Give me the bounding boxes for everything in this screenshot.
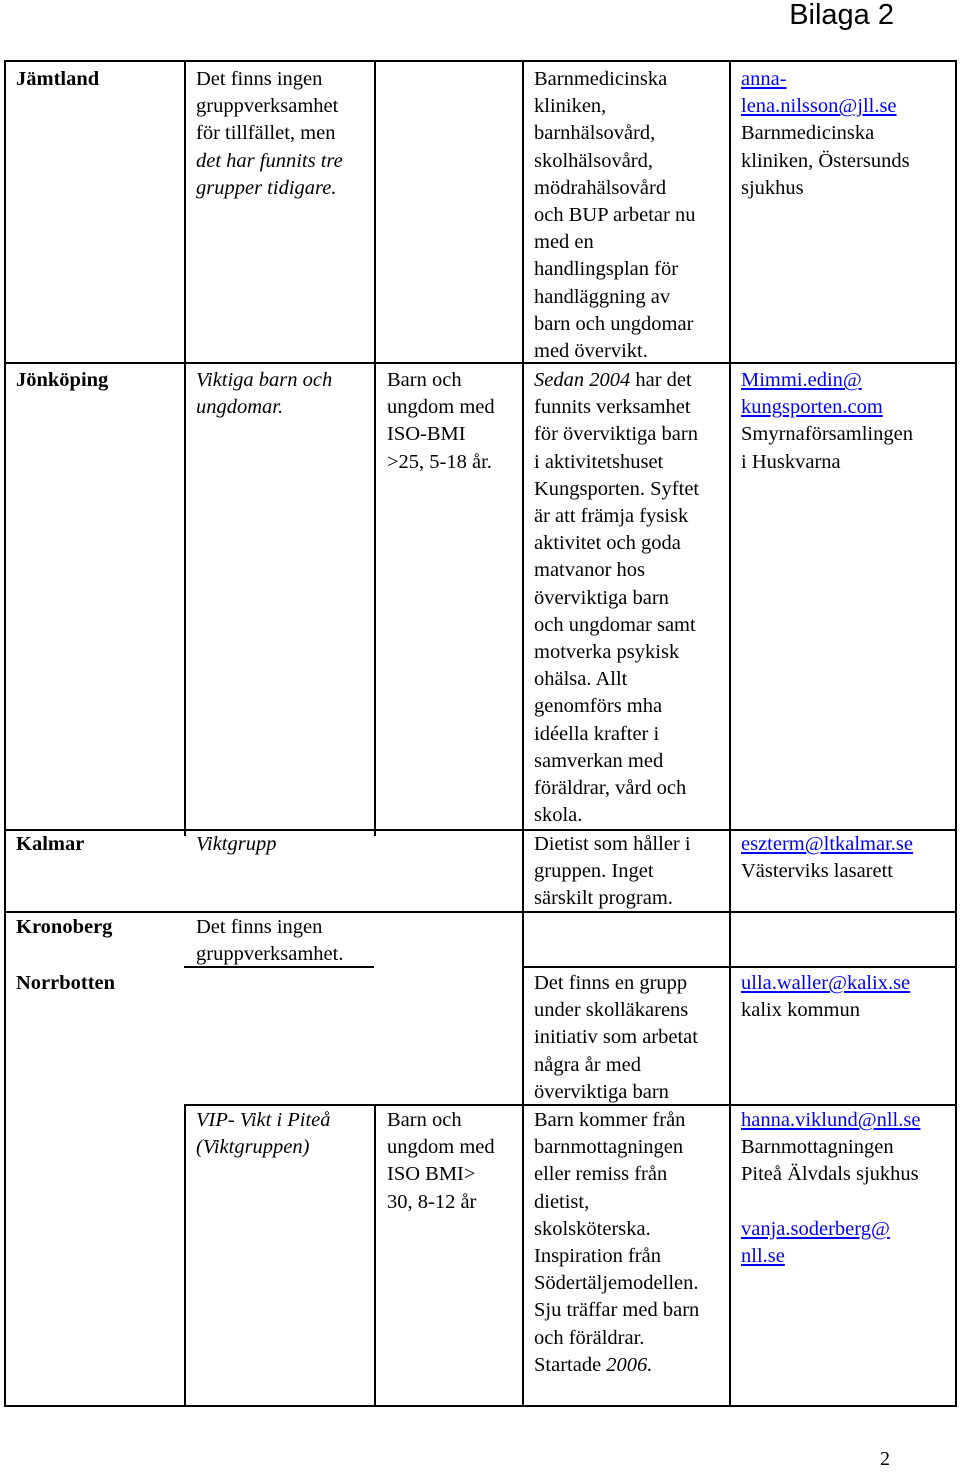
description-line: med övervikt. (534, 340, 648, 363)
email-link[interactable]: vanja.soderberg@ (741, 1217, 890, 1240)
page-header-title: Bilaga 2 (789, 0, 894, 31)
email-link[interactable]: lena.nilsson@jll.se (741, 95, 897, 118)
activity-line: gruppverksamhet. (196, 943, 344, 966)
column-divider (184, 1104, 186, 1407)
county-name: Kronoberg (16, 916, 113, 938)
description-line: och BUP arbetar nu (534, 204, 696, 227)
activity-line: Viktgrupp (196, 833, 277, 855)
description-cell (534, 1107, 699, 1379)
description-line: ohälsa. Allt (534, 668, 628, 691)
column-divider (729, 60, 731, 1407)
activity-line: det har funnits tre (196, 149, 343, 172)
description-line: handlingsplan för (534, 258, 679, 281)
description-line: barnmottagningen (534, 1136, 684, 1159)
description-line: genomförs mha (534, 695, 663, 718)
page-number: 2 (880, 1448, 890, 1470)
contact-line: kalix kommun (741, 999, 861, 1022)
activity-cell (196, 914, 343, 968)
description-line: gruppen. Inget (534, 860, 654, 883)
contact-line: Smyrnaförsamlingen (741, 423, 913, 446)
contact-line: Barnmottagningen (741, 1136, 894, 1159)
description-line: aktivitet och goda (534, 532, 681, 555)
column-divider (374, 60, 376, 836)
description-line: för överviktiga barn (534, 423, 698, 446)
description-line: föräldrar, vård och (534, 777, 687, 800)
description-line: överviktiga barn (534, 586, 669, 609)
description-line: och ungdomar samt (534, 613, 696, 636)
description-line: samverkan med (534, 749, 664, 772)
activity-line: grupper tidigare. (196, 176, 337, 199)
county-name: Jämtland (16, 68, 100, 90)
contact-line: sjukhus (741, 176, 804, 199)
target-line: ungdom med (387, 396, 495, 419)
activity-line: Det finns ingen (196, 68, 323, 90)
description-line: idéella krafter i (534, 722, 660, 745)
activity-line: (Viktgruppen) (196, 1136, 310, 1159)
target-cell (387, 1107, 495, 1216)
target-line: ISO-BMI (387, 423, 466, 446)
contact-line: i Huskvarna (741, 450, 841, 473)
description-cell (534, 367, 699, 829)
target-line: Barn och (387, 1109, 462, 1131)
description-line (534, 1352, 699, 1379)
column-divider (374, 1104, 376, 1407)
description-line: särskilt program. (534, 887, 673, 910)
description-line: Sju träffar med barn (534, 1299, 700, 1322)
contact-line: Barnmedicinska (741, 122, 875, 145)
target-line: ungdom med (387, 1136, 495, 1159)
description-line: skola. (534, 804, 583, 827)
description-line: funnits verksamhet (534, 396, 691, 419)
activity-cell (196, 66, 343, 202)
contact-line: kliniken, Östersunds (741, 149, 910, 172)
description-line: dietist, (534, 1190, 590, 1213)
description-line: mödrahälsovård (534, 176, 667, 199)
activity-line: ungdomar. (196, 396, 284, 419)
email-link[interactable]: nll.se (741, 1245, 785, 1267)
description-line: är att främja fysisk (534, 505, 689, 528)
county-name: Norrbotten (16, 972, 116, 994)
description-rest: har det (630, 369, 692, 391)
activity-line: gruppverksamhet (196, 95, 339, 118)
column-divider (522, 60, 524, 1407)
description-line: några år med (534, 1053, 641, 1076)
email-link[interactable]: ulla.waller@kalix.se (741, 972, 911, 994)
target-cell (387, 367, 495, 476)
contact-line: Västerviks lasarett (741, 860, 893, 883)
activity-cell (196, 1107, 331, 1161)
description-line: eller remiss från (534, 1163, 668, 1186)
description-line: skolsköterska. (534, 1217, 651, 1240)
activity-line: för tillfället, men (196, 122, 336, 145)
description-line: i aktivitetshuset (534, 450, 664, 473)
email-link[interactable]: anna- (741, 68, 787, 90)
column-divider (184, 60, 186, 836)
description-line: barnhälsovård, (534, 122, 656, 145)
row-divider (522, 966, 957, 968)
row-divider (4, 911, 957, 913)
description-line: handläggning av (534, 285, 671, 308)
description-line: initiativ som arbetat (534, 1026, 698, 1049)
description-line: under skolläkarens (534, 999, 689, 1022)
description-line: Barnmedicinska (534, 68, 668, 90)
row-divider (4, 362, 957, 364)
target-line: ISO BMI> (387, 1163, 476, 1186)
description-cell (534, 970, 698, 1106)
description-line: motverka psykisk (534, 641, 680, 664)
description-line: och föräldrar. (534, 1326, 645, 1349)
description-line: skolhälsovård, (534, 149, 653, 172)
email-link[interactable]: kungsporten.com (741, 396, 883, 419)
contact-cell (741, 831, 913, 885)
contact-cell (741, 970, 910, 1024)
target-line: Barn och (387, 369, 462, 391)
description-line: matvanor hos (534, 559, 646, 582)
description-line: Kungsporten. Syftet (534, 477, 700, 500)
description-line: Inspiration från (534, 1245, 661, 1268)
contact-cell (741, 367, 913, 476)
description-line: med en (534, 231, 594, 254)
description-year: 2006. (606, 1353, 653, 1376)
activity-cell (196, 831, 276, 858)
county-name: Kalmar (16, 833, 85, 855)
activity-cell (196, 367, 332, 421)
email-link[interactable]: Mimmi.edin@ (741, 369, 862, 391)
description-line: kliniken, (534, 95, 607, 118)
target-line: 30, 8-12 år (387, 1190, 477, 1213)
description-line: överviktiga barn (534, 1080, 669, 1103)
description-line: Det finns en grupp (534, 972, 688, 994)
description-line: Dietist som håller i (534, 833, 691, 855)
description-line (534, 367, 699, 394)
email-link[interactable]: hanna.viklund@nll.se (741, 1109, 921, 1131)
target-line: >25, 5-18 år. (387, 450, 492, 473)
description-cell (534, 66, 696, 365)
description-line: Södertäljemodellen. (534, 1272, 699, 1295)
activity-line: VIP- Vikt i Piteå (196, 1109, 331, 1131)
contact-line: Piteå Älvdals sjukhus (741, 1163, 919, 1186)
activity-line: Viktiga barn och (196, 369, 333, 391)
contact-cell (741, 1107, 920, 1270)
contact-cell (741, 66, 910, 202)
description-cell (534, 831, 691, 913)
spacer (741, 1189, 920, 1216)
description-rest: Startade (534, 1353, 607, 1376)
description-line: barn och ungdomar (534, 312, 694, 335)
county-name: Jönköping (16, 369, 109, 391)
description-line: Barn kommer från (534, 1109, 686, 1131)
email-link[interactable]: eszterm@ltkalmar.se (741, 833, 913, 855)
activity-line: Det finns ingen (196, 916, 323, 938)
description-year: Sedan 2004 (534, 369, 631, 391)
